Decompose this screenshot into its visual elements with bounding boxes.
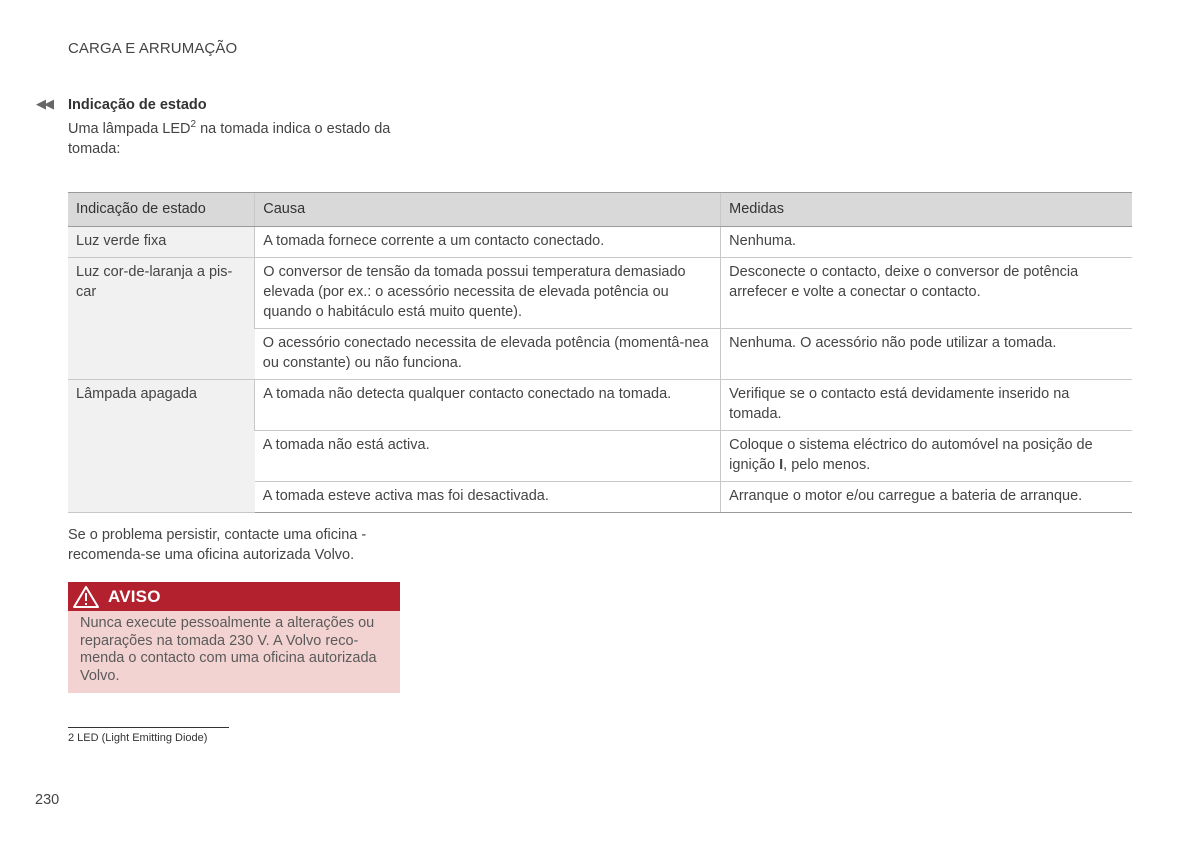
footnote-divider — [68, 727, 229, 728]
measure-cell: Desconecte o contacto, deixe o conversor de potência arrefecer e volte a conectar o contacto. — [721, 258, 1132, 329]
header-measures: Medidas — [721, 193, 1132, 227]
ignition-position-label: I — [779, 457, 784, 473]
status-cell: Luz cor-de-laranja a pis-car — [68, 258, 255, 380]
status-cell: Lâmpada apagada — [68, 380, 255, 513]
continued-arrows-icon: ◀◀ — [36, 96, 52, 111]
intro-paragraph — [68, 119, 398, 159]
cause-cell: A tomada esteve activa mas foi desactivada. — [255, 482, 721, 513]
table-row — [68, 227, 1132, 258]
table-row — [68, 258, 1132, 329]
intro-text-end: na tomada indica o estado da tomada: — [68, 121, 391, 157]
footnote-text: LED (Light Emitting Diode) — [74, 732, 208, 744]
chapter-title: CARGA E ARRUMAÇÃO — [68, 40, 238, 57]
table-row — [68, 380, 1132, 431]
intro-text-start: Uma lâmpada LED — [68, 121, 191, 137]
status-table — [68, 192, 1132, 513]
measure-text-start: Coloque o sistema eléctrico do automóvel na posição de ignição — [729, 437, 1093, 473]
header-status: Indicação de estado — [68, 193, 255, 227]
footnote-number: 2 — [68, 732, 75, 744]
warning-title: AVISO — [108, 586, 161, 606]
footnote-ref[interactable]: 2 — [190, 119, 197, 131]
table-header-row — [68, 193, 1132, 227]
measure-cell: Nenhuma. — [721, 227, 1132, 258]
cause-cell: A tomada fornece corrente a um contacto conectado. — [255, 227, 721, 258]
footnote — [68, 732, 207, 744]
status-cell: Luz verde fixa — [68, 227, 255, 258]
measure-cell: Verifique se o contacto está devidamente inserido na tomada. — [721, 380, 1132, 431]
section-title: Indicação de estado — [68, 97, 207, 113]
warning-header — [68, 582, 400, 611]
measure-cell — [721, 431, 1132, 482]
cause-cell: A tomada não está activa. — [255, 431, 721, 482]
warning-text: Nunca execute pessoalmente a alterações ou reparações na tomada 230 V. A Volvo reco-menda o contacto com uma oficina autorizada Volvo. — [80, 615, 377, 684]
cause-cell: O acessório conectado necessita de elevada potência (momentâ-nea ou constante) ou não funciona. — [255, 329, 721, 380]
after-table-paragraph: Se o problema persistir, contacte uma oficina - recomenda-se uma oficina autorizada Volvo. — [68, 527, 367, 563]
header-cause: Causa — [255, 193, 721, 227]
warning-triangle-icon — [72, 585, 100, 609]
measure-cell: Arranque o motor e/ou carregue a bateria de arranque. — [721, 482, 1132, 513]
page-number: 230 — [35, 792, 60, 808]
measure-cell: Nenhuma. O acessório não pode utilizar a tomada. — [721, 329, 1132, 380]
cause-cell: O conversor de tensão da tomada possui temperatura demasiado elevada (por ex.: o acessório necessita de elevada potência ou quando o habitáculo está muito quente). — [255, 258, 721, 329]
cause-cell: A tomada não detecta qualquer contacto conectado na tomada. — [255, 380, 721, 431]
measure-text-end: , pelo menos. — [783, 457, 871, 473]
warning-box — [68, 582, 400, 693]
